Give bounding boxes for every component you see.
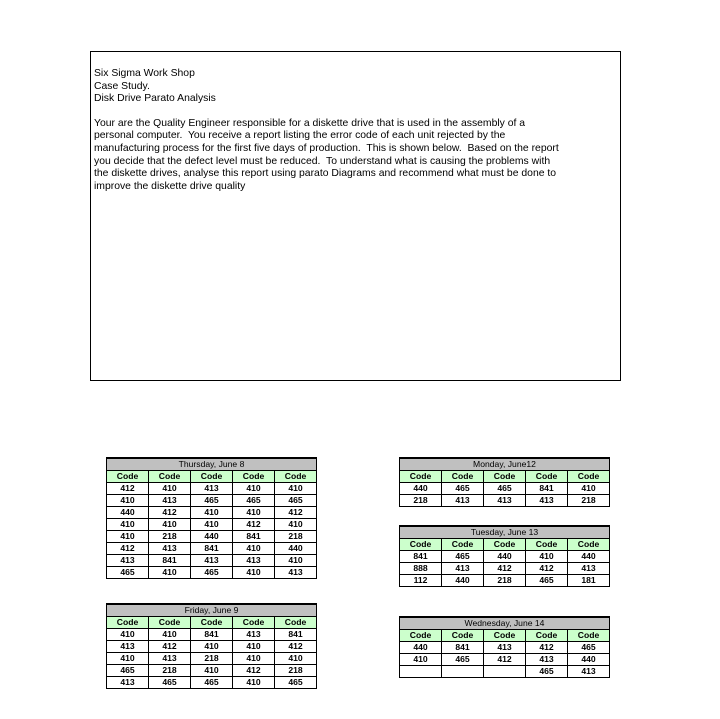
code-cell: 410 [107,531,149,543]
code-cell: 465 [484,483,526,495]
code-cell: 410 [191,641,233,653]
code-cell: 412 [526,563,568,575]
case-study-text-box [90,51,621,381]
code-cell: 413 [568,666,610,678]
table-row [400,563,610,575]
code-cell: 465 [233,495,275,507]
table-row [107,495,317,507]
code-cell: 412 [526,642,568,654]
table-header-row [400,539,610,551]
code-cell: 465 [442,654,484,666]
column-header: Code [526,630,568,642]
table-title-row [400,458,610,471]
table-row [400,654,610,666]
column-header: Code [568,539,610,551]
column-header: Code [149,471,191,483]
column-header: Code [484,471,526,483]
code-cell [484,666,526,678]
code-cell: 412 [233,519,275,531]
code-cell: 218 [400,495,442,507]
table-row [400,495,610,507]
code-cell: 413 [442,563,484,575]
column-header: Code [526,539,568,551]
code-cell: 410 [400,654,442,666]
table-row [107,629,317,641]
table-row [107,531,317,543]
case-study-label: Case Study. [94,80,150,92]
column-header: Code [107,471,149,483]
code-cell: 413 [442,495,484,507]
code-cell: 412 [107,483,149,495]
code-cell [400,666,442,678]
code-cell: 410 [233,543,275,555]
code-cell: 410 [568,483,610,495]
table-row [107,653,317,665]
code-cell: 841 [191,543,233,555]
column-header: Code [400,539,442,551]
table-row [107,507,317,519]
column-header: Code [275,471,317,483]
code-cell: 412 [149,507,191,519]
table-row [107,543,317,555]
column-header: Code [442,471,484,483]
code-cell: 413 [191,555,233,567]
column-header: Code [149,617,191,629]
table-row [107,519,317,531]
code-cell: 410 [233,653,275,665]
table-header-row [107,471,317,483]
monday-code-table [399,457,610,507]
column-header: Code [484,539,526,551]
code-cell: 410 [275,653,317,665]
code-cell: 413 [107,555,149,567]
tuesday-code-table [399,525,610,587]
table-title-row [400,617,610,630]
code-cell: 465 [275,677,317,689]
friday-code-table [106,603,317,689]
code-cell: 413 [149,543,191,555]
code-cell: 410 [275,555,317,567]
column-header: Code [400,471,442,483]
code-cell: 410 [275,519,317,531]
code-cell: 440 [568,654,610,666]
table-title: Monday, June12 [400,458,610,471]
spacer [94,106,617,118]
body-line: you decide that the defect level must be reduced. To understand what is causing the problems with [94,155,551,167]
code-cell: 410 [526,551,568,563]
body-line: the diskette drives, analyse this report using parato Diagrams and recommend what must be done to [94,168,557,180]
code-cell: 413 [107,641,149,653]
code-cell: 218 [149,531,191,543]
code-cell: 410 [233,641,275,653]
table-row [400,666,610,678]
table-row [400,642,610,654]
code-cell: 841 [526,483,568,495]
code-cell: 218 [275,531,317,543]
column-header: Code [233,617,275,629]
table-row [400,551,610,563]
code-cell: 465 [191,677,233,689]
code-cell: 410 [233,507,275,519]
code-cell: 413 [233,629,275,641]
table-title: Tuesday, June 13 [400,526,610,539]
code-cell: 410 [149,519,191,531]
column-header: Code [568,471,610,483]
column-header: Code [442,539,484,551]
body-line: manufacturing process for the first five days of production. This is shown below. Based on the report [94,142,559,154]
code-cell: 465 [191,567,233,579]
code-cell: 412 [484,654,526,666]
code-cell: 440 [484,551,526,563]
code-cell: 218 [149,665,191,677]
code-cell: 410 [191,507,233,519]
code-cell: 218 [484,575,526,587]
workshop-title: Six Sigma Work Shop [94,68,195,79]
column-header: Code [275,617,317,629]
body-line: personal computer. You receive a report listing the error code of each unit rejected by the [94,130,506,142]
code-cell: 440 [275,543,317,555]
code-cell: 413 [233,555,275,567]
code-cell: 413 [191,483,233,495]
code-cell: 218 [191,653,233,665]
code-cell: 440 [107,507,149,519]
code-cell: 465 [442,483,484,495]
table-row [400,575,610,587]
code-cell: 410 [107,519,149,531]
table-title-row [107,604,317,617]
code-cell: 413 [149,495,191,507]
code-cell: 465 [191,495,233,507]
code-cell: 413 [107,677,149,689]
column-header: Code [484,630,526,642]
code-cell: 841 [191,629,233,641]
table-title: Thursday, June 8 [107,458,317,471]
code-cell: 465 [526,575,568,587]
column-header: Code [526,471,568,483]
code-cell: 413 [149,653,191,665]
column-header: Code [568,630,610,642]
table-row [400,483,610,495]
code-cell: 413 [526,654,568,666]
body-line: Your are the Quality Engineer responsible for a diskette drive that is used in the assembly of a [94,117,526,129]
code-cell: 440 [400,483,442,495]
code-cell: 465 [275,495,317,507]
wednesday-code-table [399,616,610,678]
column-header: Code [191,471,233,483]
column-header: Code [233,471,275,483]
code-cell: 413 [275,567,317,579]
table-row [107,665,317,677]
code-cell: 465 [442,551,484,563]
code-cell: 440 [442,575,484,587]
code-cell: 841 [233,531,275,543]
code-cell: 410 [233,677,275,689]
code-cell: 412 [149,641,191,653]
column-header: Code [400,630,442,642]
table-title: Friday, June 9 [107,604,317,617]
analysis-title: Disk Drive Parato Analysis [94,93,216,105]
code-cell: 410 [107,495,149,507]
code-cell: 412 [484,563,526,575]
code-cell: 410 [107,629,149,641]
code-cell: 465 [107,567,149,579]
code-cell [442,666,484,678]
code-cell: 841 [275,629,317,641]
column-header: Code [107,617,149,629]
code-cell: 465 [568,642,610,654]
code-cell: 410 [107,653,149,665]
code-cell: 841 [442,642,484,654]
code-cell: 413 [526,495,568,507]
code-cell: 181 [568,575,610,587]
code-cell: 412 [233,665,275,677]
table-row [107,483,317,495]
code-cell: 841 [400,551,442,563]
code-cell: 440 [400,642,442,654]
code-cell: 440 [568,551,610,563]
table-header-row [400,471,610,483]
code-cell: 413 [484,495,526,507]
code-cell: 410 [149,483,191,495]
code-cell: 218 [275,665,317,677]
table-row [107,567,317,579]
code-cell: 412 [275,641,317,653]
table-header-row [107,617,317,629]
code-cell: 410 [233,567,275,579]
code-cell: 413 [568,563,610,575]
code-cell: 412 [275,507,317,519]
code-cell: 410 [191,665,233,677]
code-cell: 465 [526,666,568,678]
table-title-row [400,526,610,539]
table-row [107,677,317,689]
table-row [107,555,317,567]
code-cell: 841 [149,555,191,567]
table-header-row [400,630,610,642]
column-header: Code [191,617,233,629]
table-row [107,641,317,653]
thursday-code-table [106,457,317,579]
code-cell: 218 [568,495,610,507]
code-cell: 888 [400,563,442,575]
code-cell: 465 [107,665,149,677]
table-title-row [107,458,317,471]
code-cell: 410 [233,483,275,495]
code-cell: 410 [191,519,233,531]
code-cell: 413 [484,642,526,654]
code-cell: 410 [149,629,191,641]
code-cell: 440 [191,531,233,543]
code-cell: 410 [275,483,317,495]
code-cell: 412 [107,543,149,555]
column-header: Code [442,630,484,642]
code-cell: 410 [149,567,191,579]
code-cell: 465 [149,677,191,689]
code-cell: 112 [400,575,442,587]
table-title: Wednesday, June 14 [400,617,610,630]
body-line: improve the diskette drive quality [94,180,246,192]
